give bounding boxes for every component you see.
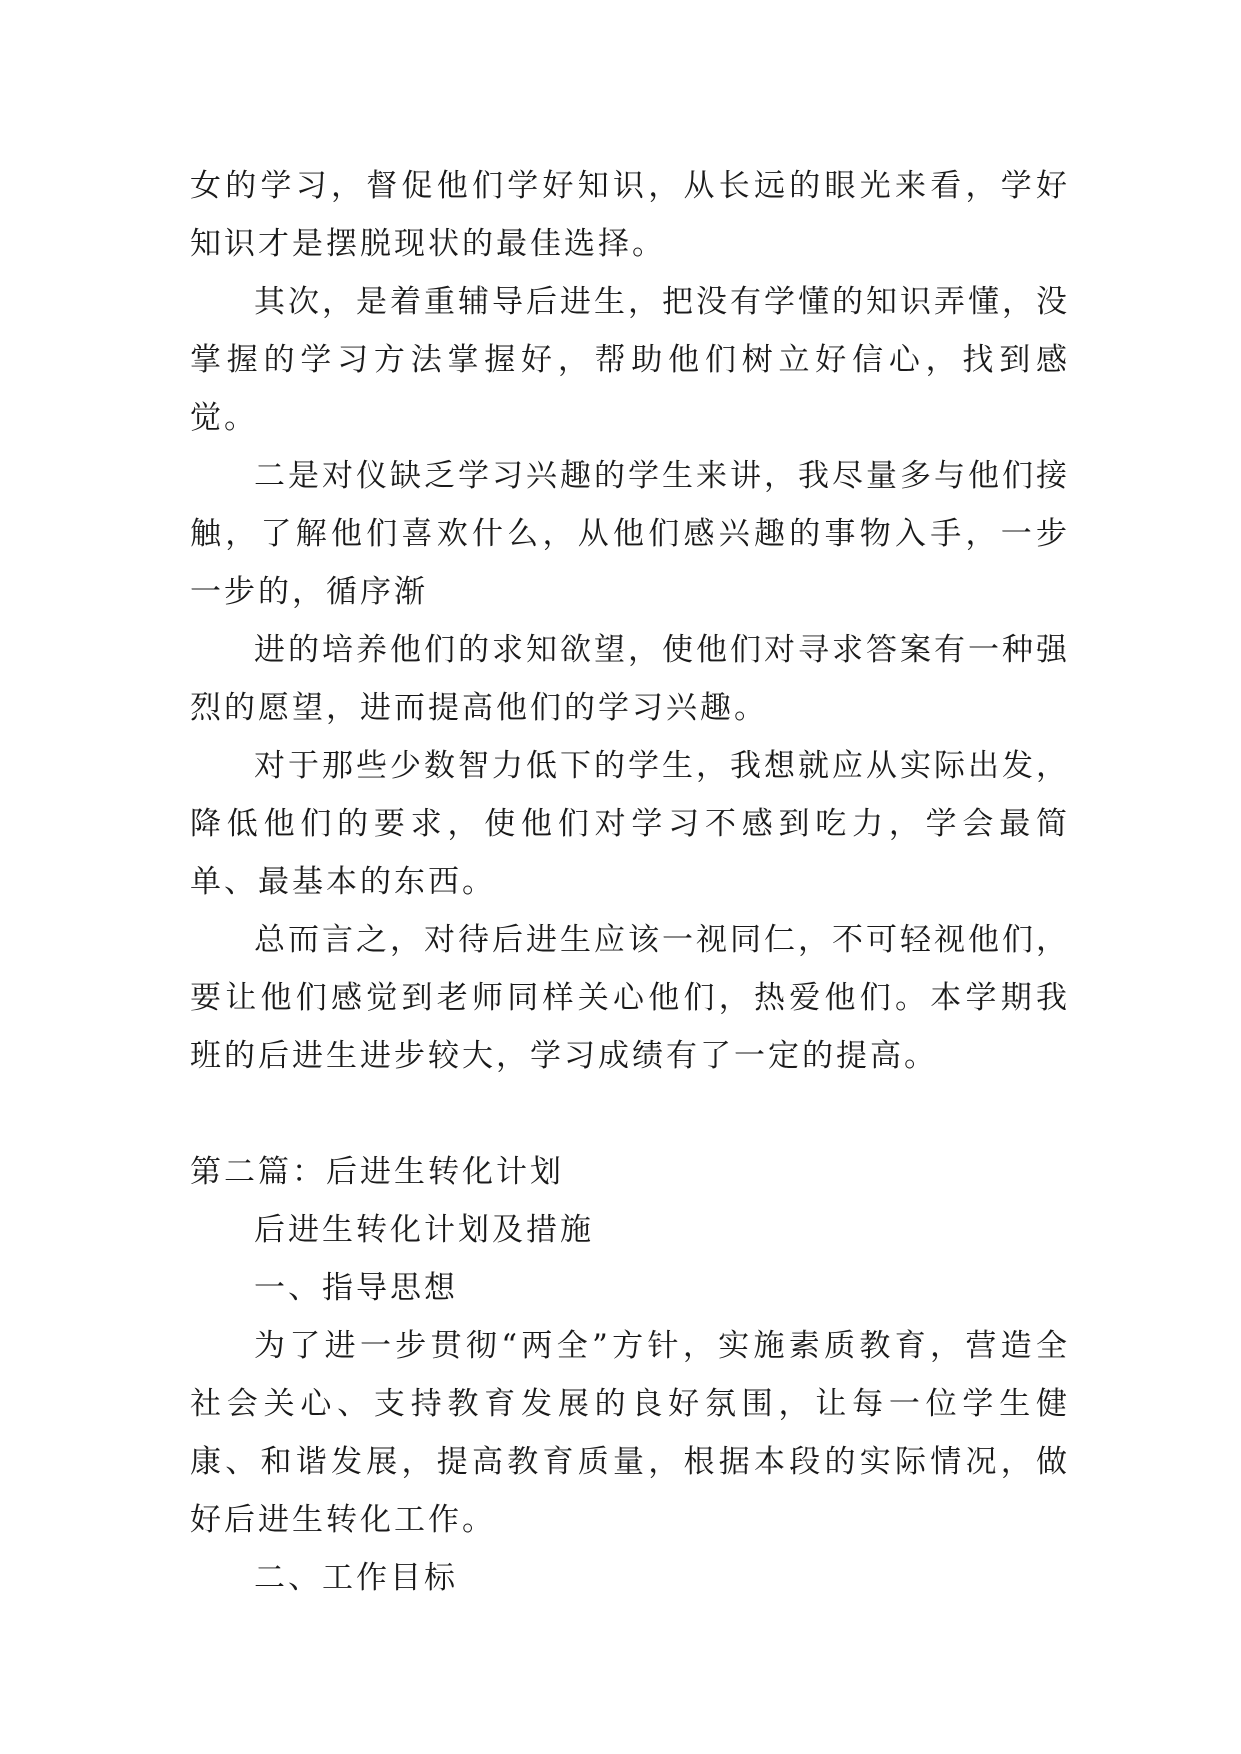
paragraph-interest-intro: 二是对仪缺乏学习兴趣的学生来讲，我尽量多与他们接触，了解他们喜欢什么，从他们感兴趣的事物入手，一步一步的，循序渐 (190, 458, 1070, 610)
paragraph-low-ability: 对于那些少数智力低下的学生，我想就应从实际出发，降低他们的要求，使他们对学习不感到吃力，学会最简单、最基本的东西。 (190, 748, 1070, 900)
paragraph-interest-continued: 进的培养他们的求知欲望，使他们对寻求答案有一种强烈的愿望，进而提高他们的学习兴趣。 (190, 632, 1070, 726)
document-body (190, 157, 1070, 1607)
paragraph-guiding-ideology: 为了进一步贯彻“两全”方针，实施素质教育，营造全社会关心、支持教育发展的良好氛围，让每一位学生健康、和谐发展，提高教育质量，根据本段的实际情况，做好后进生转化工作。 (190, 1328, 1070, 1538)
paragraph-secondly: 其次，是着重辅导后进生，把没有学懂的知识弄懂，没掌握的学习方法掌握好，帮助他们树立好信心，找到感觉。 (190, 284, 1070, 436)
section-title: 第二篇：后进生转化计划 (190, 1154, 564, 1190)
paragraph-summary: 总而言之，对待后进生应该一视同仁，不可轻视他们，要让他们感觉到老师同样关心他们，热爱他们。本学期我班的后进生进步较大，学习成绩有了一定的提高。 (190, 922, 1070, 1074)
section-spacer (190, 1085, 1070, 1143)
section-subtitle: 后进生转化计划及措施 (254, 1212, 594, 1248)
heading-guiding-ideology: 一、指导思想 (254, 1270, 458, 1306)
paragraph-continuation: 女的学习，督促他们学好知识，从长远的眼光来看，学好知识才是摆脱现状的最佳选择。 (190, 168, 1070, 262)
heading-work-goals: 二、工作目标 (254, 1560, 458, 1596)
